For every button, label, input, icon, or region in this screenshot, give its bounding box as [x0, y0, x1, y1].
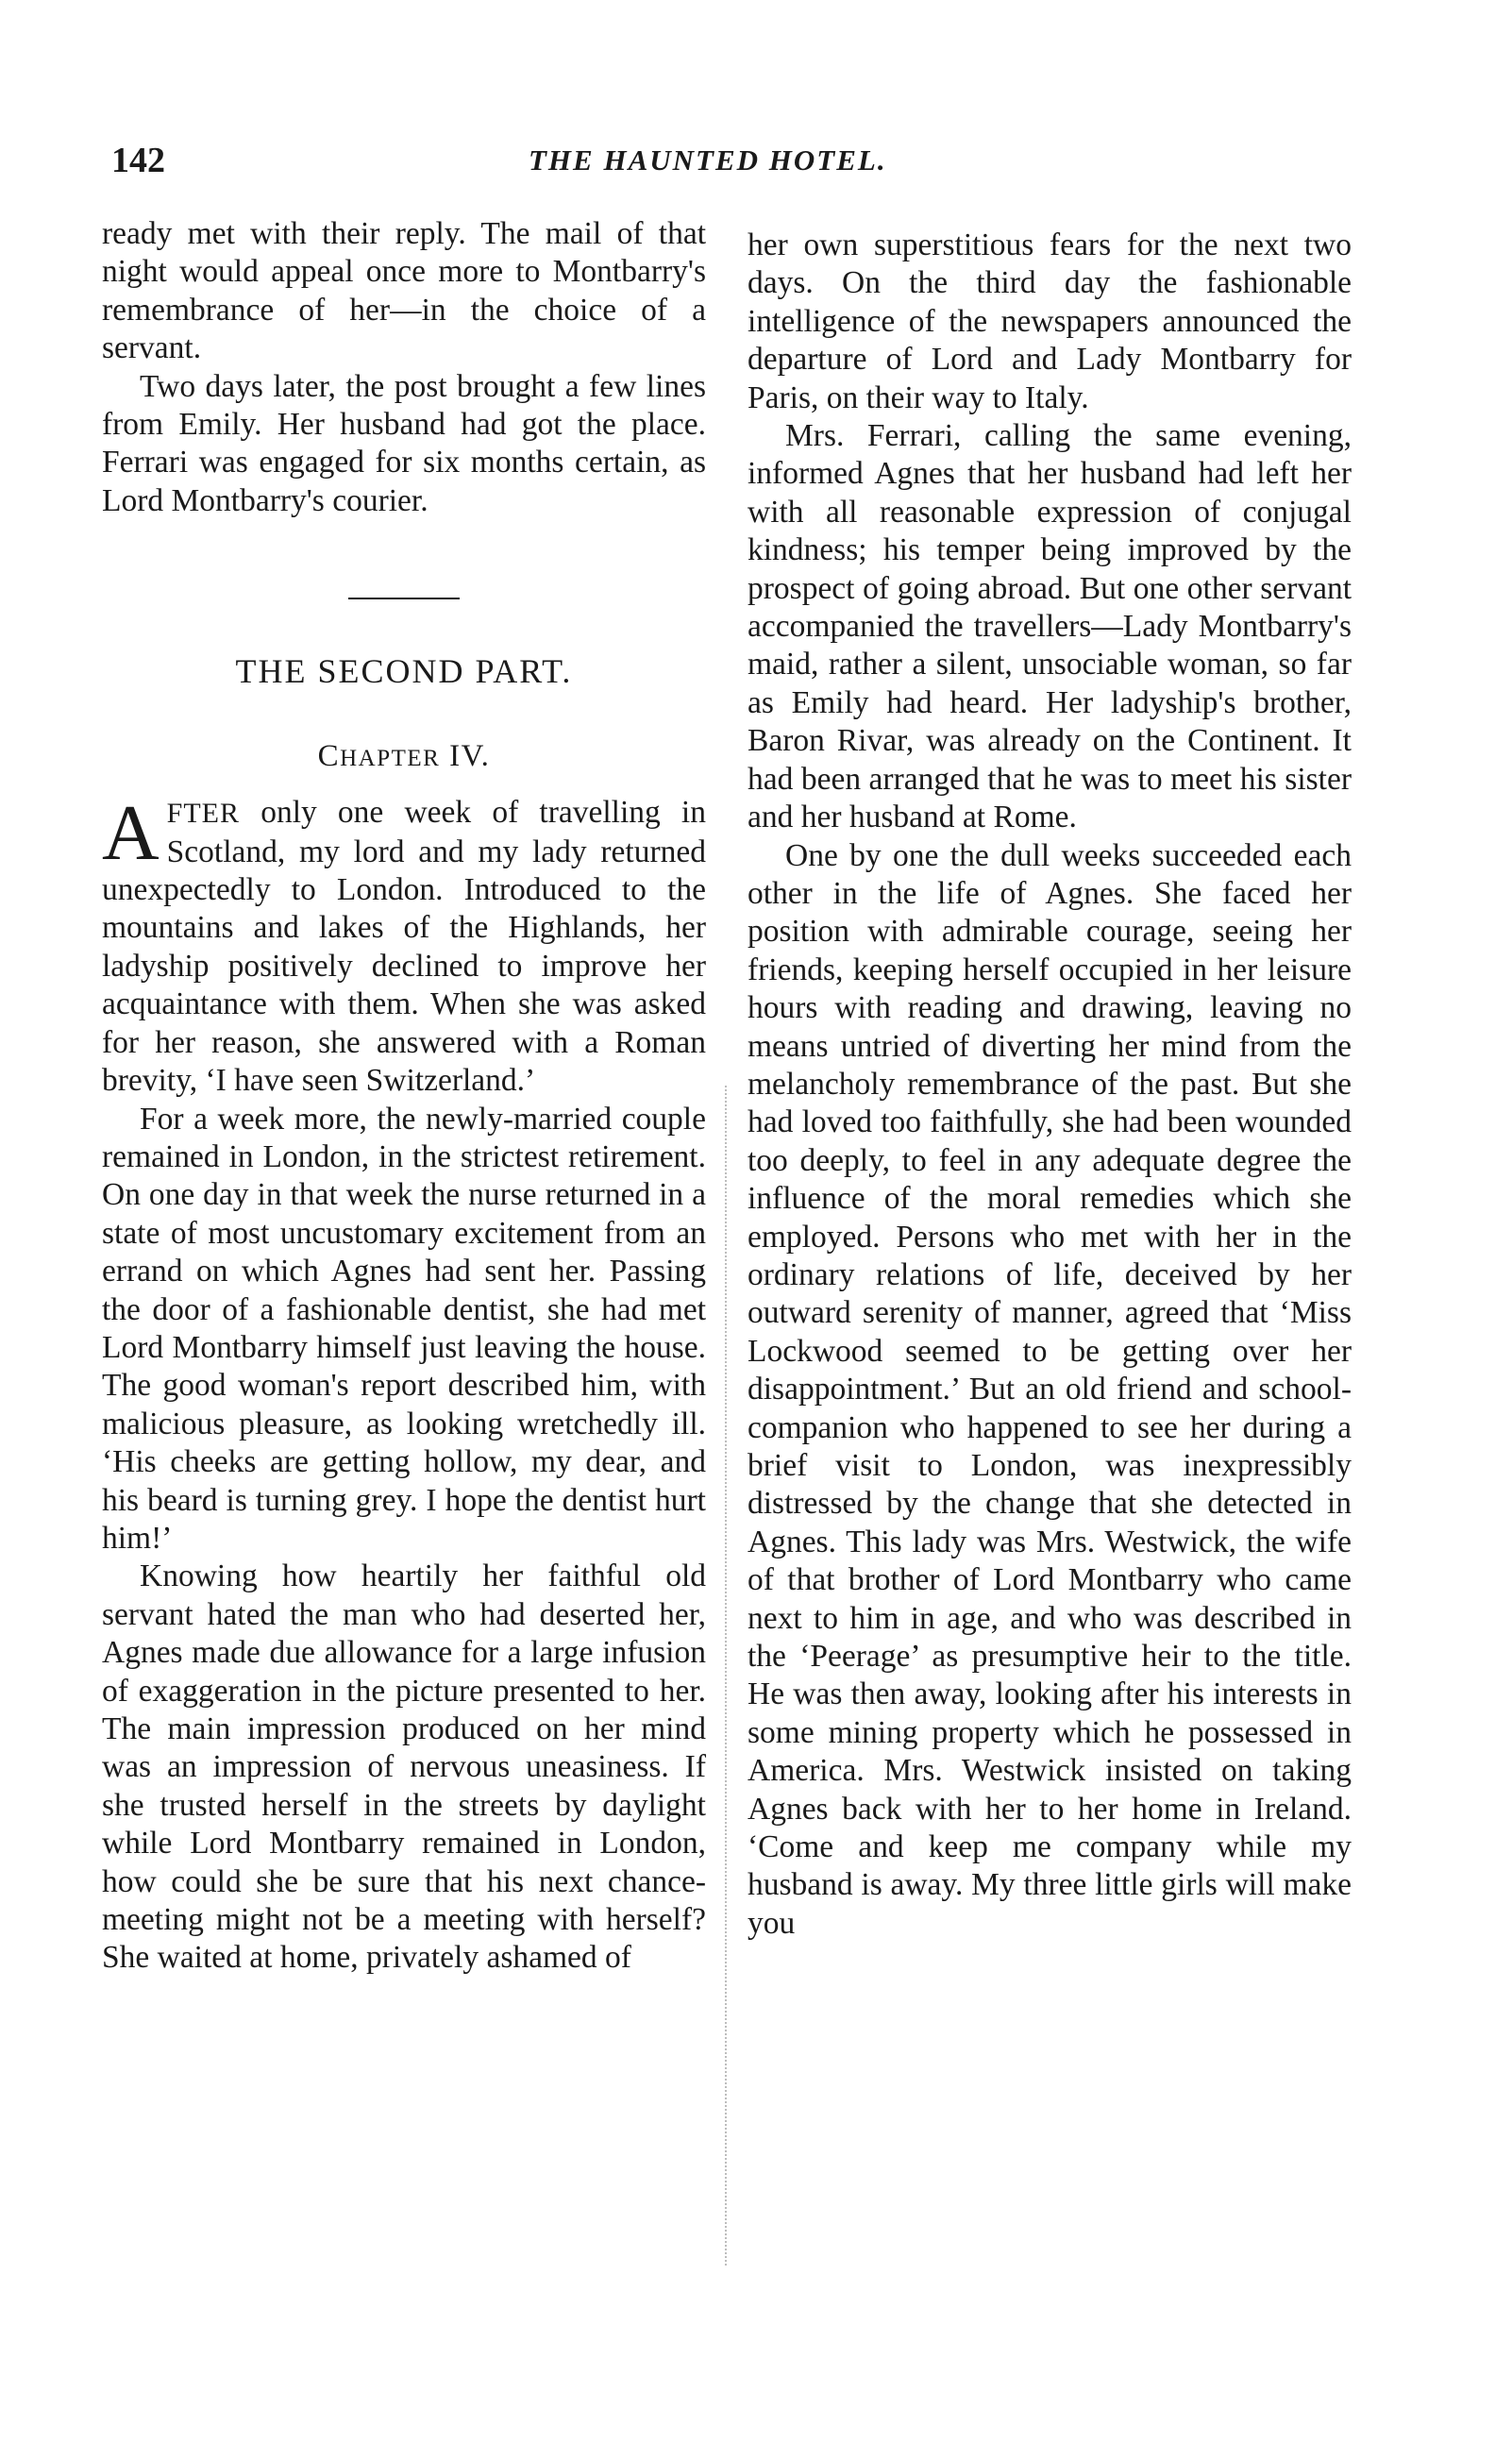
gutter-line [725, 1086, 727, 2266]
paragraph: ready met with their reply. The mail of that night would appeal once more to Montbarry's remembrance of her—in the choice of a servant. [102, 216, 706, 366]
chapter-title-initial: C [317, 739, 341, 774]
paragraph: Two days later, the post brought a few lines from Emily. Her husband had got the place. Ferrari was engaged for six months certain, as Lord Montbarry's courier. [102, 368, 706, 518]
paragraph: her own superstitious fears for the next two days. On the third day the fashionable intelligence of the newspapers announced the departure of Lord and Lady Montbarry for Paris, on their way to Italy. [748, 227, 1352, 415]
paragraph: Mrs. Ferrari, calling the same evening, informed Agnes that her husband had left her with all reasonable expression of conjugal kindness; his temper being improved by the prospect of going abroad. But one other servant accompanied the travellers—Lady Montbarry's maid, rather a silent, unsociable woman, so far as Emily had heard. Her ladyship's brother, Baron Rivar, was already on the Continent. It had been arranged that he was to meet his sister and her husband at Rome. [748, 418, 1352, 835]
paragraph-text: only one week of travelling in Scotland, my lord and my lady returned unexpectedly to London. Introduced to the mountains and lakes of the Highlands, her ladyship positively declined to improve her acquaintance with them. When she was asked for her reason, she answered with a Roman brevity, ‘I have seen Switzerland.’ [102, 795, 706, 1099]
opening-paragraph [102, 789, 706, 1100]
left-column [102, 215, 706, 1978]
section-divider [348, 598, 460, 599]
paragraph: One by one the dull weeks succeeded each other in the life of Agnes. She faced her position with admirable courage, seeing her friends, keeping herself occupied in her leisure hours with reading and drawing, leaving no means untried of diverting her mind from the melancholy remembrance of the past. But she had loved too faithfully, she had been wounded too deeply, to feel in any adequate degree the influence of the moral remedies which she employed. Persons who met with her in the ordinary relations of life, deceived by her outward serenity of manner, agreed that ‘Miss Lockwood seemed to be getting over her disappointment.’ But an old friend and school-companion who happened to see her during a brief visit to London, was inexpressibly distressed by the change that she detected in Agnes. This lady was Mrs. Westwick, the wife of that brother of Lord Montbarry who came next to him in age, and who was described in the ‘Peerage’ as presumptive heir to the title. He was then away, looking after his interests in some mining property which he possessed in America. Mrs. Westwick insisted on taking Agnes back with her to her home in Ireland. ‘Come and keep me company while my husband is away. My three little girls will make you [748, 837, 1352, 1941]
paragraph: For a week more, the newly-married couple remained in London, in the strictest retirement. On one day in that week the nurse returned in a state of most uncustomary excitement from an errand on which Agnes had sent her. Passing the door of a fashionable dentist, she had met Lord Montbarry himself just leaving the house. The good woman's report described him, with malicious pleasure, as looking wretchedly ill. ‘His cheeks are getting hollow, my dear, and his beard is turning grey. I hope the dentist hurt him!’ [102, 1101, 706, 1556]
chapter-title [102, 737, 706, 794]
running-head: THE HAUNTED HOTEL. [529, 143, 887, 177]
paragraph: Knowing how heartily her faithful old servant hated the man who had deserted her, Agnes made due allowance for a large infusion of exaggeration in the picture presented to her. The main impression produced on her mind was an impression of nervous uneasiness. If she trusted herself in the streets by daylight while Lord Montbarry remained in London, how could she be sure that his next chance-meeting might not be a meeting with herself? She waited at home, privately ashamed of [102, 1558, 706, 1976]
chapter-title-rest: HAPTER [340, 746, 441, 772]
right-column [748, 227, 1352, 1943]
chapter-number: IV. [449, 739, 491, 774]
drop-cap: A [102, 789, 160, 878]
part-title: THE SECOND PART. [235, 652, 573, 691]
opening-capwords: FTER [166, 798, 241, 830]
page-number: 142 [111, 141, 165, 180]
